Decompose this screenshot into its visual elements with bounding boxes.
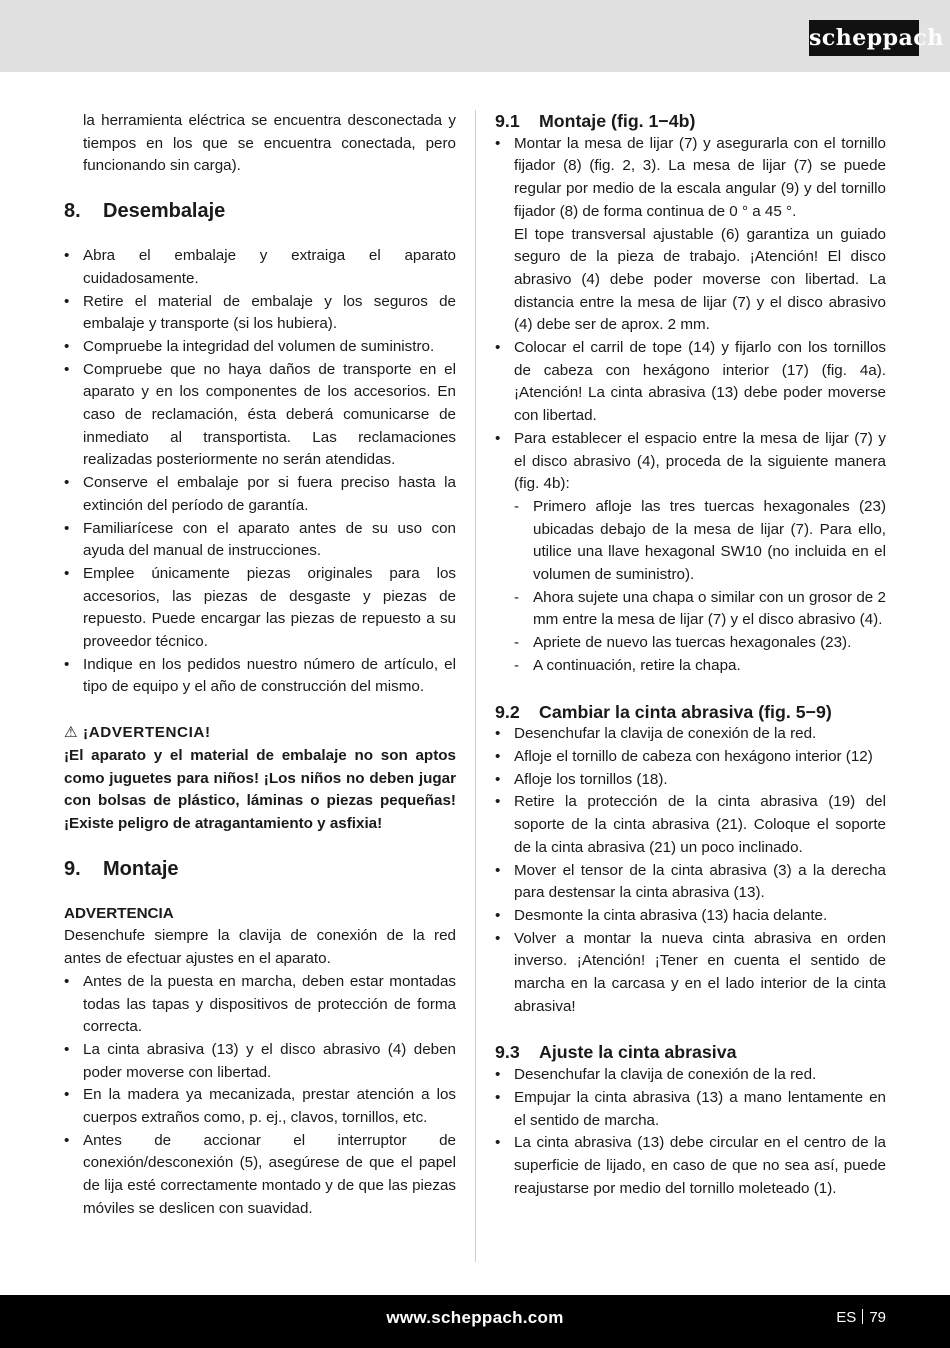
page-number: 79 — [869, 1309, 886, 1326]
list-item: • Conserve el embalaje por si fuera preciso hasta la extinción del período de garantía. — [64, 472, 456, 517]
warning-title: ⚠ ¡ADVERTENCIA! — [64, 724, 211, 742]
right-column — [495, 110, 886, 1200]
list-item: • Indique en los pedidos nuestro número de artículo, el tipo de equipo y el año de construcción del mismo. — [64, 654, 456, 699]
subsection-number: 9.1 — [495, 111, 520, 131]
section-number: 8. — [64, 200, 81, 223]
section-9-heading — [64, 857, 456, 881]
list-item: • Emplee únicamente piezas originales para los accesorios, las piezas de desgaste y piezas de repuesto. Puede encargar las piezas de repuesto a su proveedor técnico. — [64, 563, 456, 654]
list-item: • Volver a montar la nueva cinta abrasiva en orden inverso. ¡Atención! ¡Tener en cuenta el sentido de marcha en la carcasa y en el lado interior de la cinta abrasiva! — [495, 928, 886, 1019]
list-item: • La cinta abrasiva (13) y el disco abrasivo (4) deben poder moverse con libertad. — [64, 1039, 456, 1084]
list-item: • Para establecer el espacio entre la mesa de lijar (7) y el disco abrasivo (4), proceda de la siguiente manera (fig. 4b): — [495, 428, 886, 496]
section-title: Montaje — [103, 857, 179, 880]
subsection-9-3-heading — [495, 1041, 886, 1064]
list-item: • Desenchufar la clavija de conexión de la red. — [495, 723, 886, 746]
list-item: • Desmonte la cinta abrasiva (13) hacia delante. — [495, 905, 886, 928]
advertencia-text: Desenchufe siempre la clavija de conexión de la red antes de efectuar ajustes en el aparato. — [64, 927, 456, 968]
header-band — [0, 0, 950, 72]
unpacking-list — [64, 245, 456, 699]
column-divider — [475, 110, 476, 1262]
page-indicator — [836, 1309, 886, 1326]
list-item: • Antes de accionar el interruptor de conexión/desconexión (5), asegúrese de que el papel de lija esté correctamente montado y de que las piezas móviles se deslicen con suavidad. — [64, 1130, 456, 1221]
subsection-number: 9.2 — [495, 701, 520, 722]
section-title: Desembalaje — [103, 200, 226, 223]
language-code: ES — [836, 1309, 857, 1326]
list-item: • Familiarícese con el aparato antes de su uso con ayuda del manual de instrucciones. — [64, 518, 456, 563]
section-number: 9. — [64, 857, 81, 880]
list-item-continuation: El tope transversal ajustable (6) garantiza un guiado seguro de la pieza de trabajo. ¡Atención! El disco abrasivo (4) debe poder moverse con libertad. La distancia entre la mesa de lijar (7) y el disco abrasivo (4) debe ser de aprox. 2 mm. — [514, 225, 886, 334]
warning-body: ¡El aparato y el material de embalaje no son aptos como juguetes para niños! ¡Los niños no deben jugar con bolsas de plástico, láminas o piezas pequeñas! ¡Existe peligro de atragantamiento y asfixia! — [64, 746, 456, 832]
mounting-steps — [514, 496, 886, 678]
sub-list-item: - Apriete de nuevo las tuercas hexagonales (23). — [514, 632, 886, 655]
list-item: • Compruebe la integridad del volumen de suministro. — [64, 336, 456, 359]
brand-logo: scheppach — [809, 20, 919, 56]
belt-adjust-list — [495, 1064, 886, 1200]
left-column — [64, 110, 456, 1221]
mounting-list — [495, 133, 886, 496]
list-item: • Retire la protección de la cinta abrasiva (19) del soporte de la cinta abrasiva (21). Coloque el soporte de la cinta abrasiva (21) un poco inclinado. — [495, 791, 886, 859]
subsection-number: 9.3 — [495, 1042, 520, 1063]
subsection-title: Cambiar la cinta abrasiva (fig. 5−9) — [539, 701, 832, 722]
sub-list-item: - Ahora sujete una chapa o similar con un grosor de 2 mm entre la mesa de lijar (7) y el disco abrasivo (4). — [514, 587, 886, 632]
subsection-9-2-heading — [495, 701, 886, 724]
list-item: • Compruebe que no haya daños de transporte en el aparato y en los componentes de los accesorios. En caso de reclamación, ésta deberá comunicarse de inmediato al transportista. Las reclamaciones realizadas posteriormente no serán atendidas. — [64, 359, 456, 473]
list-item: • Empujar la cinta abrasiva (13) a mano lentamente en el sentido de marcha. — [495, 1087, 886, 1132]
list-item: • Antes de la puesta en marcha, deben estar montadas todas las tapas y dispositivos de protección de forma correcta. — [64, 971, 456, 1039]
footer-url: www.scheppach.com — [386, 1308, 564, 1327]
subsection-9-1-heading — [495, 110, 886, 133]
list-item: • Retire el material de embalaje y los seguros de embalaje y transporte (si los hubiera). — [64, 291, 456, 336]
list-item: • Afloje los tornillos (18). — [495, 769, 886, 792]
list-item: • Afloje el tornillo de cabeza con hexágono interior (12) — [495, 746, 886, 769]
list-item — [495, 133, 886, 337]
list-item: • Mover el tensor de la cinta abrasiva (3) a la derecha para destensar la cinta abrasiva (13). — [495, 860, 886, 905]
advertencia-label: ADVERTENCIA — [64, 904, 174, 922]
footer-bar — [0, 1295, 950, 1348]
subsection-title: Ajuste la cinta abrasiva — [539, 1042, 737, 1063]
sub-list-item: - Primero afloje las tres tuercas hexagonales (23) ubicadas debajo de la mesa de lijar (7). Para ello, utilice una llave hexagonal SW10 (no incluida en el volumen de suministro). — [514, 496, 886, 587]
list-item: • Colocar el carril de tope (14) y fijarlo con los tornillos de cabeza con hexágono interior (17) (fig. 4a). ¡Atención! La cinta abrasiva (13) debe poder moverse con libertad. — [495, 337, 886, 428]
list-item: • Abra el embalaje y extraiga el aparato cuidadosamente. — [64, 245, 456, 290]
list-item: • En la madera ya mecanizada, prestar atención a los cuerpos extraños como, p. ej., clavos, tornillos, etc. — [64, 1084, 456, 1129]
list-item: • La cinta abrasiva (13) debe circular en el centro de la superficie de lijado, en caso de que no sea así, puede reajustarse por medio del tornillo moleteado (1). — [495, 1132, 886, 1200]
separator — [862, 1309, 863, 1324]
belt-change-list — [495, 723, 886, 1018]
continuation-text: la herramienta eléctrica se encuentra desconectada y tiempos en los que se encuentra conectada, pero funcionando sin carga). — [83, 112, 456, 175]
section-8-heading — [64, 199, 456, 223]
sub-list-item: - A continuación, retire la chapa. — [514, 655, 886, 678]
list-item: • Desenchufar la clavija de conexión de la red. — [495, 1064, 886, 1087]
subsection-title: Montaje (fig. 1−4b) — [539, 111, 696, 131]
list-item-text: Montar la mesa de lijar (7) y asegurarla con el tornillo fijador (8) (fig. 2, 3). La mesa de lijar (7) se puede regular por medio de la escala angular (9) y del tornillo fijador (8) de forma continua de 0 ° a 45 °. — [514, 134, 886, 220]
assembly-list — [64, 971, 456, 1221]
